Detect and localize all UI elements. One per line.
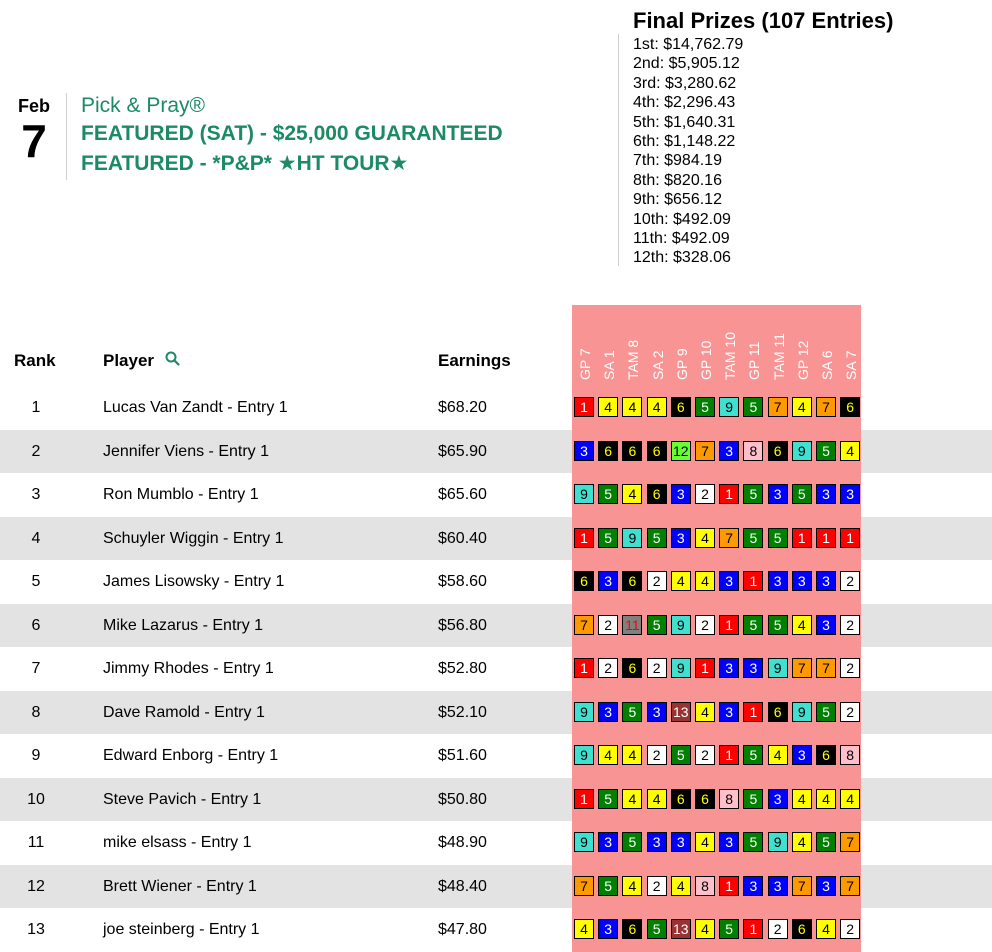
earnings-cell: $52.80: [438, 660, 487, 677]
picks-cell: [572, 908, 861, 952]
player-name[interactable]: Brett Wiener - Entry 1: [103, 877, 257, 895]
pick-badge: 9: [574, 484, 594, 504]
pick-badge: 3: [768, 876, 788, 896]
pick-badge: 5: [743, 789, 763, 809]
earnings-cell: $65.90: [438, 442, 487, 460]
pick-badge: 5: [719, 919, 739, 939]
pick-badge: 1: [574, 397, 594, 417]
pick-badge: 3: [840, 484, 860, 504]
table-row: [0, 691, 992, 735]
table-row: [0, 908, 992, 952]
prize-item: 10th: $492.09: [633, 210, 731, 228]
pick-badge: 1: [719, 615, 739, 635]
pick-badge: 4: [647, 397, 667, 417]
table-row: [0, 778, 992, 822]
pick-badge: 5: [743, 484, 763, 504]
pick-badge: 9: [671, 615, 691, 635]
pick-badge: 5: [598, 484, 618, 504]
prize-item: 9th: $656.12: [633, 191, 722, 209]
prize-item: 2nd: $5,905.12: [633, 55, 740, 73]
pick-badge: 4: [792, 832, 812, 852]
event-day: 7: [21, 115, 47, 167]
pick-badge: 4: [695, 832, 715, 852]
pick-badge: 3: [768, 571, 788, 591]
pick-badge: 6: [574, 571, 594, 591]
pick-badge: 2: [768, 919, 788, 939]
player-name[interactable]: Schuyler Wiggin - Entry 1: [103, 529, 284, 547]
race-label: SA 7: [843, 350, 860, 380]
pick-badge: 9: [574, 832, 594, 852]
pick-badge: 3: [816, 615, 836, 635]
player-name[interactable]: Jimmy Rhodes - Entry 1: [103, 660, 274, 677]
pick-badge: 3: [671, 528, 691, 548]
pick-badge: 3: [719, 702, 739, 722]
picks-cell: [572, 647, 861, 691]
race-label: GP 12: [794, 340, 811, 380]
prize-item: 7th: $984.19: [633, 152, 722, 170]
pick-badge: 4: [816, 919, 836, 939]
pick-badge: 3: [598, 571, 618, 591]
pick-badge: 5: [647, 919, 667, 939]
picks-cell: [572, 865, 861, 909]
pick-badge: 4: [840, 441, 860, 461]
pick-badge: 6: [840, 397, 860, 417]
pick-badge: 2: [695, 745, 715, 765]
pick-badge: 7: [574, 876, 594, 896]
pick-badge: 3: [671, 484, 691, 504]
earnings-cell: $48.90: [438, 834, 487, 851]
pick-badge: 6: [622, 658, 642, 678]
pick-badge: 5: [743, 528, 763, 548]
rank-cell: 1: [31, 399, 41, 416]
pick-badge: 6: [647, 441, 667, 461]
player-name[interactable]: Lucas Van Zandt - Entry 1: [103, 399, 288, 416]
player-name[interactable]: Mike Lazarus - Entry 1: [103, 616, 264, 634]
table-row: [0, 473, 992, 517]
pick-badge: 3: [816, 571, 836, 591]
picks-cell: [572, 560, 861, 604]
earnings-cell: $56.80: [438, 616, 487, 634]
player-name[interactable]: joe steinberg - Entry 1: [103, 921, 260, 938]
pick-badge: 1: [574, 528, 594, 548]
race-label: SA 6: [819, 350, 835, 380]
earnings-cell: $47.80: [438, 921, 487, 938]
pick-badge: 4: [622, 745, 642, 765]
pick-badge: 2: [840, 571, 860, 591]
pick-badge: 6: [671, 397, 691, 417]
pick-badge: 7: [719, 528, 739, 548]
pick-badge: 4: [622, 876, 642, 896]
rank-cell: 2: [31, 442, 41, 460]
rank-header: Rank: [14, 351, 56, 370]
pick-badge: 3: [816, 876, 836, 896]
race-label: TAM 10: [722, 332, 739, 380]
prize-list: [633, 35, 893, 268]
pick-badge: 3: [768, 484, 788, 504]
pick-badge: 2: [695, 484, 715, 504]
picks-cell: [572, 473, 861, 517]
picks-cell: [572, 517, 861, 561]
pick-badge: 3: [719, 441, 739, 461]
pick-badge: 7: [816, 397, 836, 417]
pick-badge: 6: [768, 441, 788, 461]
table-row: [0, 430, 992, 474]
prize-item: 8th: $820.16: [633, 171, 722, 189]
rank-cell: 11: [27, 834, 45, 851]
event-titles: [81, 93, 503, 179]
pick-badge: 9: [622, 528, 642, 548]
pick-badge: 1: [743, 571, 763, 591]
pick-badge: 4: [622, 397, 642, 417]
pick-badge: 1: [574, 658, 594, 678]
pick-badge: 6: [622, 919, 642, 939]
pick-badge: 2: [695, 615, 715, 635]
picks-cell: [572, 734, 861, 778]
player-header[interactable]: Player: [103, 351, 155, 370]
table-row: [0, 560, 992, 604]
event-date: [14, 96, 54, 166]
race-label: GP 10: [698, 340, 714, 380]
pick-badge: 1: [816, 528, 836, 548]
table-row: [0, 734, 992, 778]
pick-badge: 7: [574, 615, 594, 635]
pick-badge: 11: [622, 615, 642, 635]
earnings-cell: $60.40: [438, 529, 487, 547]
prize-item: 6th: $1,148.22: [633, 133, 736, 151]
pick-badge: 6: [671, 789, 691, 809]
pick-badge: 8: [743, 441, 763, 461]
prize-item: 4th: $2,296.43: [633, 94, 736, 112]
pick-badge: 4: [622, 789, 642, 809]
pick-badge: 9: [574, 702, 594, 722]
pick-badge: 4: [671, 571, 691, 591]
pick-badge: 1: [719, 745, 739, 765]
pick-badge: 9: [574, 745, 594, 765]
race-label: SA 2: [649, 350, 666, 380]
player-name[interactable]: Edward Enborg - Entry 1: [103, 747, 279, 764]
pick-badge: 2: [598, 658, 618, 678]
pick-badge: 3: [574, 441, 594, 461]
race-label: GP 9: [673, 348, 690, 380]
prize-item: 12th: $328.06: [633, 249, 731, 267]
prizes-divider: [618, 34, 619, 266]
pick-badge: 4: [695, 702, 715, 722]
pick-badge: 12: [671, 441, 691, 461]
player-name[interactable]: James Lisowsky - Entry 1: [103, 573, 285, 590]
pick-badge: 5: [622, 832, 642, 852]
pick-badge: 6: [622, 571, 642, 591]
pick-badge: 4: [622, 484, 642, 504]
pick-badge: 2: [647, 876, 667, 896]
pick-badge: 6: [622, 441, 642, 461]
race-label: GP 7: [577, 348, 593, 380]
table-row: [0, 604, 992, 648]
pick-badge: 5: [622, 702, 642, 722]
pick-badge: 7: [792, 658, 812, 678]
pick-badge: 2: [598, 615, 618, 635]
pick-badge: 5: [768, 528, 788, 548]
event-title-line1: FEATURED (SAT) - $25,000 GUARANTEED: [81, 122, 503, 145]
picks-cell: [572, 778, 861, 822]
pick-badge: 3: [743, 876, 763, 896]
pick-badge: 3: [647, 832, 667, 852]
header-divider: [66, 93, 67, 180]
pick-badge: 6: [598, 441, 618, 461]
earnings-cell: $68.20: [438, 399, 487, 416]
pick-badge: 5: [598, 789, 618, 809]
player-name[interactable]: Ron Mumblo - Entry 1: [103, 486, 259, 503]
event-title-line2: FEATURED - *P&P* ★HT TOUR★: [81, 152, 409, 175]
race-label: TAM 8: [625, 339, 642, 380]
pick-badge: 5: [598, 876, 618, 896]
rank-cell: 13: [27, 921, 45, 938]
pick-badge: 4: [598, 397, 618, 417]
pick-badge: 4: [647, 789, 667, 809]
pick-badge: 9: [792, 441, 812, 461]
prize-item: 5th: $1,640.31: [633, 113, 736, 131]
pick-badge: 5: [647, 528, 667, 548]
pick-badge: 13: [671, 919, 691, 939]
rank-cell: 12: [27, 877, 45, 895]
pick-badge: 2: [840, 658, 860, 678]
pick-badge: 5: [743, 615, 763, 635]
pick-badge: 4: [792, 789, 812, 809]
pick-badge: 1: [840, 528, 860, 548]
pick-badge: 3: [598, 832, 618, 852]
pick-badge: 3: [719, 832, 739, 852]
pick-badge: 5: [743, 745, 763, 765]
pick-badge: 9: [719, 397, 739, 417]
rank-cell: 8: [31, 703, 41, 721]
pick-badge: 4: [792, 397, 812, 417]
pick-badge: 5: [695, 397, 715, 417]
pick-badge: 5: [743, 832, 763, 852]
pick-badge: 4: [671, 876, 691, 896]
pick-badge: 1: [719, 876, 739, 896]
pick-badge: 7: [840, 832, 860, 852]
pick-badge: 3: [598, 919, 618, 939]
pick-badge: 5: [816, 441, 836, 461]
pick-badge: 1: [743, 702, 763, 722]
pick-badge: 13: [671, 702, 691, 722]
picks-cell: [572, 430, 861, 474]
pick-badge: 4: [598, 745, 618, 765]
pick-badge: 4: [695, 528, 715, 548]
prize-item: 3rd: $3,280.62: [633, 74, 737, 92]
race-label: TAM 11: [770, 333, 787, 380]
table-row: [0, 647, 992, 691]
search-icon[interactable]: [164, 350, 182, 368]
race-label: SA 1: [601, 350, 618, 380]
pick-badge: 1: [695, 658, 715, 678]
rank-cell: 9: [31, 747, 41, 764]
table-row: [0, 386, 992, 430]
rank-cell: 7: [31, 660, 41, 677]
pick-badge: 3: [647, 702, 667, 722]
earnings-cell: $51.60: [438, 747, 487, 764]
picks-cell: [572, 604, 861, 648]
pick-badge: 4: [816, 789, 836, 809]
rank-cell: 6: [31, 616, 41, 634]
picks-cell: [572, 386, 861, 430]
rank-cell: 4: [31, 529, 41, 547]
pick-badge: 1: [792, 528, 812, 548]
pick-badge: 6: [768, 702, 788, 722]
player-name[interactable]: mike elsass - Entry 1: [103, 834, 252, 851]
pick-badge: 4: [695, 919, 715, 939]
pick-badge: 7: [840, 876, 860, 896]
player-name[interactable]: Jennifer Viens - Entry 1: [103, 442, 270, 460]
pick-badge: 2: [840, 919, 860, 939]
pick-badge: 4: [695, 571, 715, 591]
pick-badge: 8: [719, 789, 739, 809]
pick-badge: 4: [840, 789, 860, 809]
pick-badge: 3: [816, 484, 836, 504]
final-prizes-panel: [633, 7, 893, 268]
earnings-cell: $58.60: [438, 573, 487, 590]
earnings-header: Earnings: [438, 351, 511, 370]
earnings-cell: $50.80: [438, 790, 487, 808]
pick-badge: 3: [671, 832, 691, 852]
pick-badge: 5: [792, 484, 812, 504]
pick-badge: 9: [768, 832, 788, 852]
pick-badge: 6: [816, 745, 836, 765]
pick-badge: 8: [840, 745, 860, 765]
pick-badge: 3: [719, 571, 739, 591]
pick-badge: 5: [743, 397, 763, 417]
pick-badge: 1: [574, 789, 594, 809]
pick-badge: 6: [647, 484, 667, 504]
pick-badge: 5: [647, 615, 667, 635]
pick-badge: 2: [647, 571, 667, 591]
pick-badge: 5: [671, 745, 691, 765]
pick-badge: 1: [743, 919, 763, 939]
pick-badge: 2: [840, 615, 860, 635]
pick-badge: 3: [598, 702, 618, 722]
prize-item: 11th: $492.09: [633, 230, 730, 248]
pick-badge: 8: [695, 876, 715, 896]
pick-badge: 7: [792, 876, 812, 896]
picks-cell: [572, 691, 861, 735]
pick-badge: 3: [719, 658, 739, 678]
pick-badge: 5: [816, 702, 836, 722]
event-month: Feb: [17, 96, 50, 116]
pick-badge: 2: [647, 658, 667, 678]
earnings-cell: $65.60: [438, 486, 487, 503]
rank-cell: 5: [31, 573, 41, 590]
player-name[interactable]: Steve Pavich - Entry 1: [103, 790, 262, 808]
pick-badge: 6: [792, 919, 812, 939]
earnings-cell: $48.40: [438, 877, 487, 895]
pick-badge: 7: [695, 441, 715, 461]
pick-badge: 3: [743, 658, 763, 678]
table-row: [0, 517, 992, 561]
pick-badge: 9: [768, 658, 788, 678]
pick-badge: 5: [768, 615, 788, 635]
pick-badge: 3: [792, 745, 812, 765]
pick-badge: 1: [719, 484, 739, 504]
pick-badge: 6: [695, 789, 715, 809]
pick-badge: 4: [768, 745, 788, 765]
pick-badge: 2: [647, 745, 667, 765]
table-row: [0, 821, 992, 865]
player-name[interactable]: Dave Ramold - Entry 1: [103, 703, 265, 721]
pick-badge: 5: [816, 832, 836, 852]
brand-title: Pick & Pray®: [81, 94, 206, 117]
final-prizes-title: Final Prizes (107 Entries): [633, 8, 894, 33]
pick-badge: 7: [816, 658, 836, 678]
rank-cell: 10: [27, 790, 45, 808]
pick-badge: 9: [792, 702, 812, 722]
pick-badge: 7: [768, 397, 788, 417]
prize-item: 1st: $14,762.79: [633, 36, 744, 53]
race-label: GP 11: [746, 341, 763, 380]
picks-cell: [572, 821, 861, 865]
table-row: [0, 865, 992, 909]
earnings-cell: $52.10: [438, 703, 487, 721]
pick-badge: 3: [792, 571, 812, 591]
pick-badge: 2: [840, 702, 860, 722]
pick-badge: 3: [768, 789, 788, 809]
rank-cell: 3: [31, 486, 41, 503]
pick-badge: 4: [792, 615, 812, 635]
pick-badge: 9: [671, 658, 691, 678]
pick-badge: 4: [574, 919, 594, 939]
pick-badge: 5: [598, 528, 618, 548]
